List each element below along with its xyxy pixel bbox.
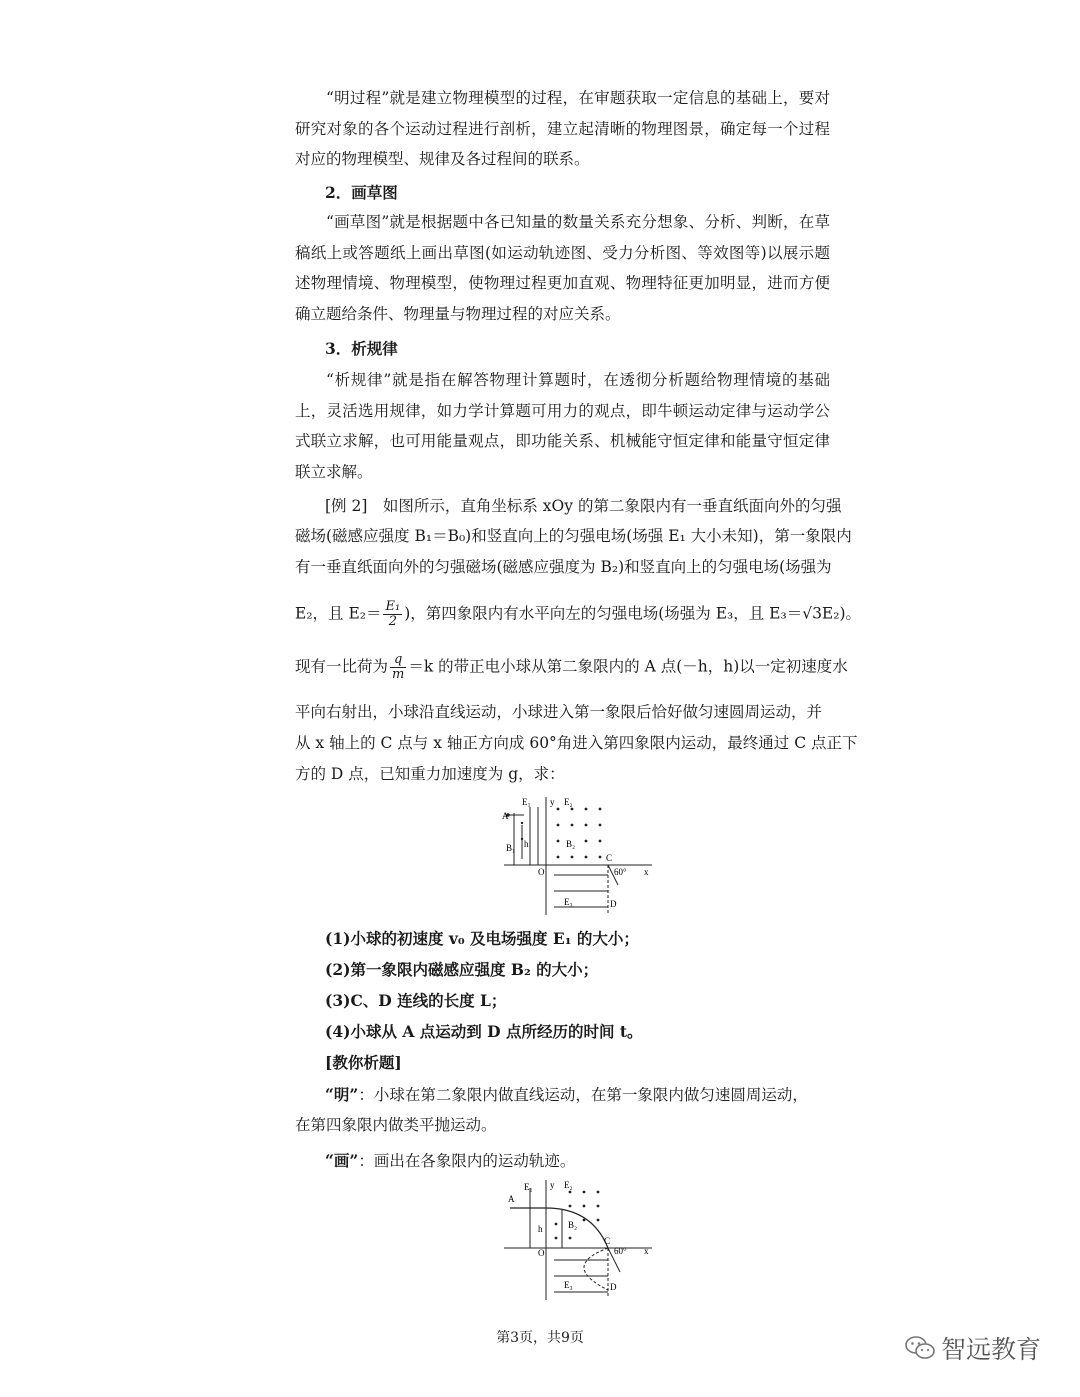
question-4: (4)小球从 A 点运动到 D 点所经历的时间 t。 bbox=[325, 1022, 643, 1041]
figure-problem-diagram bbox=[500, 795, 660, 917]
label-y: y bbox=[550, 797, 555, 807]
question-1: (1)小球的初速度 v₀ 及电场强度 E₁ 的大小； bbox=[325, 929, 639, 948]
figure-trajectory-diagram bbox=[500, 1178, 660, 1303]
label-b1: B₁ bbox=[506, 843, 516, 853]
text-segment: 现有一比荷为 bbox=[295, 657, 389, 676]
label-a: A bbox=[508, 1194, 515, 1204]
example-line: 有一垂直纸面向外的匀强磁场(磁感应强度为 B₂)和竖直向上的匀强电场(场强为 bbox=[295, 558, 832, 576]
example-line: 方的 D 点，已知重力加速度为 g，求： bbox=[295, 765, 565, 783]
example-line: 磁场(磁感应强度 B₁＝B₀)和竖直向上的匀强电场(场强 E₁ 大小未知)，第一象限内 bbox=[295, 527, 852, 545]
page-number: 第3页，共9页 bbox=[496, 1330, 584, 1346]
analysis-ming-text: ：小球在第二象限内做直线运动，在第一象限内做匀速圆周运动， bbox=[358, 1086, 808, 1104]
analysis-ming-cont: 在第四象限内做类平抛运动。 bbox=[295, 1116, 497, 1134]
analysis-hua-label: “画” bbox=[325, 1151, 359, 1170]
example-line-with-fraction bbox=[295, 600, 861, 629]
example-line-with-fraction bbox=[295, 653, 848, 682]
analysis-hua-text: ：画出在各象限内的运动轨迹。 bbox=[358, 1152, 576, 1170]
heading-xi-guilv: 3．析规律 bbox=[325, 339, 398, 358]
watermark-text: 智远教育 bbox=[941, 1335, 1042, 1364]
wechat-watermark bbox=[905, 1330, 1041, 1366]
label-h: h bbox=[538, 1224, 543, 1234]
paragraph-hua-caotu: “画草图”就是根据题中各已知量的数量关系充分想象、分析、判断，在草稿纸上或答题纸上画出草图(如运动轨迹图、受力分析图、等效图等)以展示题述物理情境、物理模型，使物理过程更加直观、物理特征更加明显，进而方便确立题给条件、物理量与物理过程的对应关系。 bbox=[295, 213, 830, 323]
label-angle: 60° bbox=[614, 1246, 627, 1256]
fraction-e1-over-2 bbox=[383, 600, 402, 629]
label-x: x bbox=[644, 867, 649, 877]
label-e3: E₃ bbox=[564, 1280, 573, 1290]
label-e3: E₃ bbox=[564, 897, 573, 907]
field-dots bbox=[555, 1191, 600, 1240]
fraction-denominator: m bbox=[392, 667, 405, 682]
label-o: O bbox=[538, 867, 545, 877]
fraction-q-over-m bbox=[390, 653, 406, 682]
analysis-hua bbox=[325, 1149, 575, 1171]
analysis-ming bbox=[325, 1083, 808, 1105]
question-3: (3)C、D 连线的长度 L； bbox=[325, 991, 507, 1010]
example-line: [例 2] 如图所示，直角坐标系 xOy 的第二象限内有一垂直纸面向外的匀强 bbox=[325, 497, 842, 515]
label-c: C bbox=[604, 1236, 611, 1246]
text-segment: )，第四象限内有水平向左的匀强电场(场强为 E₃，且 E₃＝√3E₂)。 bbox=[404, 604, 862, 623]
example-line: 从 x 轴上的 C 点与 x 轴正方向成 60°角进入第四象限内运动，最终通过 C 点正下 bbox=[295, 734, 858, 752]
question-2: (2)第一象限内磁感应强度 B₂ 的大小； bbox=[325, 960, 599, 979]
paragraph-xi-guilv: “析规律”就是指在解答物理计算题时，在透彻分析题给物理情境的基础上，灵活选用规律，如力学计算题可用力的观点，即牛顿运动定律与运动学公式联立求解，也可用能量观点，即功能关系、机械能守恒定律和能量守恒定律联立求解。 bbox=[295, 371, 830, 481]
label-e2: E₂ bbox=[564, 1180, 573, 1190]
fraction-numerator: E₁ bbox=[385, 599, 401, 614]
label-b2: B₂ bbox=[568, 1220, 578, 1230]
heading-hua-caotu: 2．画草图 bbox=[325, 183, 398, 202]
fraction-denominator: 2 bbox=[388, 614, 397, 629]
paragraph-ming-guocheng: “明过程”就是建立物理模型的过程，在审题获取一定信息的基础上，要对研究对象的各个运动过程进行剖析，建立起清晰的物理图景，确定每一个过程对应的物理模型、规律及各过程间的联系。 bbox=[295, 89, 830, 169]
label-x: x bbox=[644, 1246, 649, 1256]
label-angle: 60° bbox=[614, 867, 627, 877]
label-b2: B₂ bbox=[566, 839, 576, 849]
text-segment: ＝k 的带正电小球从第二象限内的 A 点(－h，h)以一定初速度水 bbox=[408, 657, 848, 676]
example-line: 平向右射出，小球沿直线运动，小球进入第一象限后恰好做匀速圆周运动，并 bbox=[295, 703, 823, 721]
text-segment: E₂，且 E₂＝ bbox=[295, 604, 382, 623]
label-o: O bbox=[538, 1248, 545, 1258]
label-e1: E₁ bbox=[522, 797, 531, 807]
label-y: y bbox=[550, 1180, 555, 1190]
fraction-numerator: q bbox=[390, 653, 406, 668]
analysis-ming-label: “明” bbox=[325, 1085, 359, 1104]
label-a: A bbox=[502, 811, 509, 821]
label-d: D bbox=[610, 1282, 617, 1292]
label-d: D bbox=[610, 899, 617, 909]
label-h: h bbox=[524, 839, 529, 849]
label-c: C bbox=[606, 853, 613, 863]
label-e1: E₁ bbox=[524, 1182, 533, 1192]
wechat-icon bbox=[905, 1335, 935, 1361]
label-e2: E₂ bbox=[564, 797, 573, 807]
analysis-title: [教你析题] bbox=[325, 1053, 402, 1072]
